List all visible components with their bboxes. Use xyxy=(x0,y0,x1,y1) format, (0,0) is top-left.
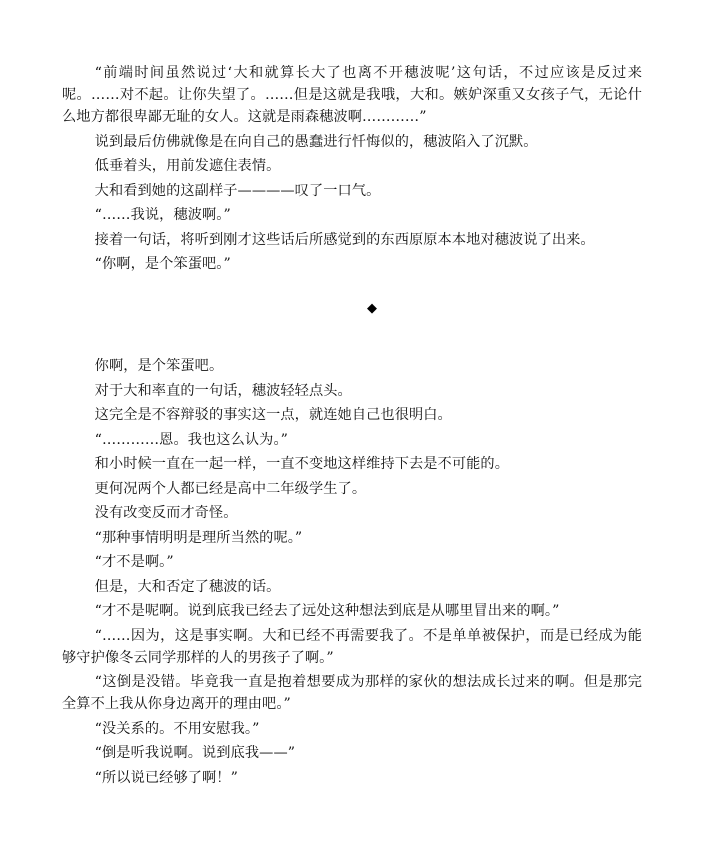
paragraph: 没有改变反而才奇怪。 xyxy=(94,505,238,521)
paragraph: 对于大和率直的一句话，穗波轻轻点头。 xyxy=(94,382,352,399)
paragraph: “这倒是没错。毕竟我一直是抱着想要成为那样的家伙的想法成长过来的啊。但是那完全算不上我从你身边离开的理由吧。” xyxy=(62,674,642,712)
novel-page xyxy=(62,62,642,789)
text-block-1 xyxy=(62,62,642,275)
paragraph: “……因为，这是事实啊。大和已经不再需要我了。不是单单被保护，而是已经成为能够守护像冬云同学那样的人的男孩子了啊。” xyxy=(62,627,642,666)
paragraph: 说到最后仿佛就像是在向自己的愚蠢进行忏悔似的，穗波陷入了沉默。 xyxy=(94,133,538,150)
paragraph: 但是，大和否定了穗波的话。 xyxy=(94,578,281,595)
paragraph: 低垂着头，用前发遮住表情。 xyxy=(94,158,281,174)
text-block-2 xyxy=(62,355,642,789)
paragraph: “前端时间虽然说过‘大和就算长大了也离不开穗波呢’这句话，不过应该是反过来呢。……对不起。让你失望了。……但是这就是我哦，大和。嫉妒深重又女孩子气，无论什么地方都很卑鄙无耻的女人。这就是雨森穗波啊…………” xyxy=(62,65,642,125)
paragraph: “倒是听我说啊。说到底我——” xyxy=(94,745,296,761)
paragraph: “没关系的。不用安慰我。” xyxy=(94,720,260,737)
paragraph: “……我说，穗波啊。” xyxy=(94,207,231,223)
paragraph: 你啊，是个笨蛋吧。 xyxy=(94,358,224,374)
paragraph: “那种事情明明是理所当然的呢。” xyxy=(94,529,303,546)
diamond-separator-icon: ◆ xyxy=(367,301,377,316)
paragraph: “你啊，是个笨蛋吧。” xyxy=(94,256,231,272)
paragraph: “才不是啊。” xyxy=(94,554,174,570)
paragraph: “…………恩。我也这么认为。” xyxy=(94,431,289,448)
paragraph: “所以说已经够了啊！” xyxy=(94,769,238,786)
section-break xyxy=(62,275,642,355)
paragraph: 这完全是不容辩驳的事实这一点，就连她自己也很明白。 xyxy=(94,407,452,423)
paragraph: 大和看到她的这副样子————叹了一口气。 xyxy=(94,182,381,199)
paragraph: 和小时候一直在一起一样，一直不变地这样维持下去是不可能的。 xyxy=(94,456,509,472)
paragraph: “才不是呢啊。说到底我已经去了远处这种想法到底是从哪里冒出来的啊。” xyxy=(94,603,560,619)
paragraph: 更何况两个人都已经是高中二年级学生了。 xyxy=(94,480,367,497)
paragraph: 接着一句话，将听到刚才这些话后所感觉到的东西原原本本地对穗波说了出来。 xyxy=(94,231,595,248)
